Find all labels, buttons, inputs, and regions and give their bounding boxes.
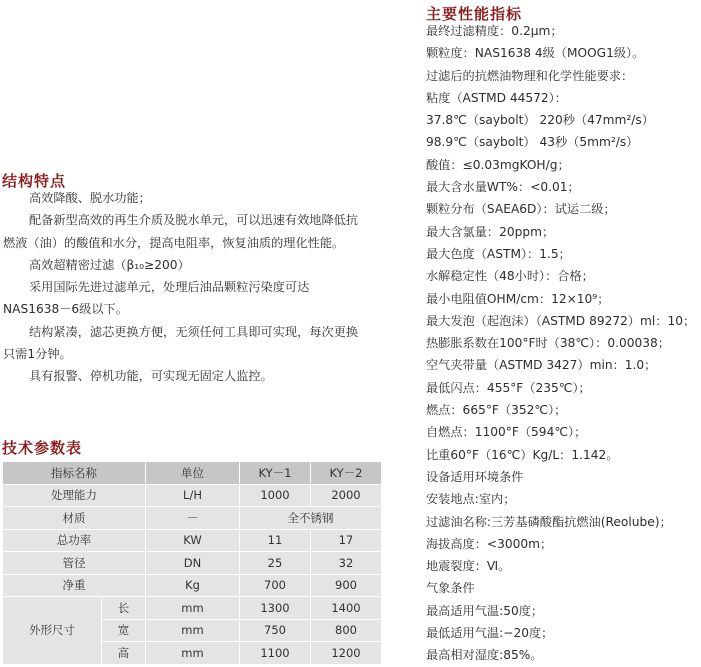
ky1-value-cell: 1100	[240, 642, 311, 665]
dimension-sub-cell: 宽	[102, 619, 146, 642]
structure-line: 具有报警、停机功能，可实现无固定人监控。	[29, 369, 273, 384]
param-name-cell: 材质	[3, 507, 146, 530]
performance-item: 37.8℃（saybolt） 220秒（47mm²/s）	[426, 113, 654, 128]
performance-item: 热膨胀系数在100°F时（38℃）：0.00038；	[426, 336, 670, 351]
structure-line: 高效超精密过滤（β₁₀≥200）	[29, 257, 190, 272]
performance-item: 酸值：≤0.03mgKOH/g；	[426, 157, 570, 172]
performance-title: 主要性能指标	[426, 5, 523, 23]
performance-item: 98.9℃（saybolt） 43秒（5mm²/s）	[426, 135, 639, 150]
param-name-cell: 处理能力	[3, 484, 146, 507]
performance-item: 过滤油名称:三芳基磷酸酯抗燃油(Reolube)；	[426, 514, 672, 529]
ky2-value-cell: 1200	[311, 642, 382, 665]
performance-item: 最大色度（ASTM）：1.5；	[426, 246, 571, 261]
param-name-cell: 管径	[3, 552, 146, 575]
performance-item: 最大发泡（起泡沫）（ASTMD 89272）ml：10；	[426, 313, 696, 328]
dimensions-label-cell: 外形尺寸	[3, 597, 102, 665]
structure-text	[3, 187, 383, 388]
ky2-value-cell: 2000	[311, 484, 382, 507]
ky1-value-cell: 1300	[240, 597, 311, 620]
performance-item: 设备适用环境条件	[426, 469, 524, 484]
ky1-value-cell: 750	[240, 619, 311, 642]
ky2-value-cell: 900	[311, 574, 382, 597]
table-row	[3, 529, 382, 552]
table-row	[3, 484, 382, 507]
param-name-cell: 净重	[3, 574, 146, 597]
ky2-value-cell: 17	[311, 529, 382, 552]
unit-cell: DN	[146, 552, 240, 575]
performance-list	[426, 20, 698, 667]
performance-item: 最小电阻值OHM/cm：12×10⁹；	[426, 291, 610, 306]
ky1-value-cell: 700	[240, 574, 311, 597]
performance-item: 比重60°F（16℃）Kg/L：1.142。	[426, 447, 619, 462]
structure-line: 燃液（油）的酸值和水分，提高电阻率，恢复油质的理化性能。	[3, 235, 345, 250]
structure-line: NAS1638－6级以下。	[3, 302, 128, 317]
performance-item: 最高适用气温:50度；	[426, 603, 544, 618]
value-cell: 全不锈钢	[240, 507, 382, 530]
table-row	[3, 574, 382, 597]
header-cell: 指标名称	[3, 462, 146, 485]
ky1-value-cell: 11	[240, 529, 311, 552]
structure-title: 结构特点	[2, 172, 67, 190]
performance-item: 最大含氯量：20ppm；	[426, 224, 555, 239]
performance-item: 过滤后的抗燃油物理和化学性能要求：	[426, 68, 634, 83]
performance-item: 最高相对湿度:85%。	[426, 648, 543, 663]
table-row	[3, 597, 382, 620]
header-cell: 单位	[146, 462, 240, 485]
ky1-value-cell: 25	[240, 552, 311, 575]
table-row	[3, 552, 382, 575]
tech-params-title: 技术参数表	[2, 439, 83, 457]
ky2-value-cell: 1400	[311, 597, 382, 620]
structure-line: 只需1分钟。	[3, 347, 72, 362]
performance-item: 颗粒度：NAS1638 4级（MOOG1级）。	[426, 46, 645, 61]
ky2-value-cell: 32	[311, 552, 382, 575]
unit-cell: KW	[146, 529, 240, 552]
performance-item: 地震裂度：Ⅵ。	[426, 559, 511, 574]
performance-item: 空气夹带量（ASTMD 3427）min：1.0；	[426, 358, 657, 373]
dimension-sub-cell: 高	[102, 642, 146, 665]
header-cell: KY－2	[311, 462, 382, 485]
performance-item: 最大含水量WT%：<0.01；	[426, 180, 580, 195]
performance-item: 粘度（ASTMD 44572）：	[426, 90, 567, 105]
dimension-sub-cell: 长	[102, 597, 146, 620]
structure-line: 结构紧凑，滤芯更换方便，无须任何工具即可实现，每次更换	[29, 324, 359, 339]
performance-item: 最低适用气温:−20度；	[426, 626, 554, 641]
ky2-value-cell: 800	[311, 619, 382, 642]
unit-cell: mm	[146, 619, 240, 642]
performance-item: 颗粒分布（SAEA6D）：试运二级；	[426, 202, 616, 217]
param-name-cell: 总功率	[3, 529, 146, 552]
structure-line: 采用国际先进过滤单元，处理后油品颗粒污染度可达	[29, 280, 310, 295]
performance-item: 最低闪点：455°F（235℃）；	[426, 380, 591, 395]
performance-item: 最终过滤精度：0.2μm；	[426, 24, 563, 38]
performance-item: 气象条件	[426, 581, 475, 596]
structure-line: 配备新型高效的再生介质及脱水单元，可以迅速有效地降低抗	[29, 213, 359, 228]
performance-item: 海拔高度：<3000m；	[426, 536, 553, 551]
performance-item: 水解稳定性（48小时）：合格；	[426, 269, 594, 284]
structure-line: 高效降酸、脱水功能；	[29, 191, 151, 205]
table-row	[3, 507, 382, 530]
performance-item: 燃点：665°F（352℃）；	[426, 403, 567, 418]
header-cell: KY－1	[240, 462, 311, 485]
unit-cell: L/H	[146, 484, 240, 507]
unit-cell: mm	[146, 642, 240, 665]
unit-cell: －	[146, 507, 240, 530]
performance-item: 安装地点:室内；	[426, 492, 516, 507]
performance-item: 自燃点：1100°F（594℃）；	[426, 425, 587, 440]
table-header-row	[3, 462, 382, 485]
unit-cell: mm	[146, 597, 240, 620]
tech-params-table	[2, 461, 382, 665]
ky1-value-cell: 1000	[240, 484, 311, 507]
unit-cell: Kg	[146, 574, 240, 597]
